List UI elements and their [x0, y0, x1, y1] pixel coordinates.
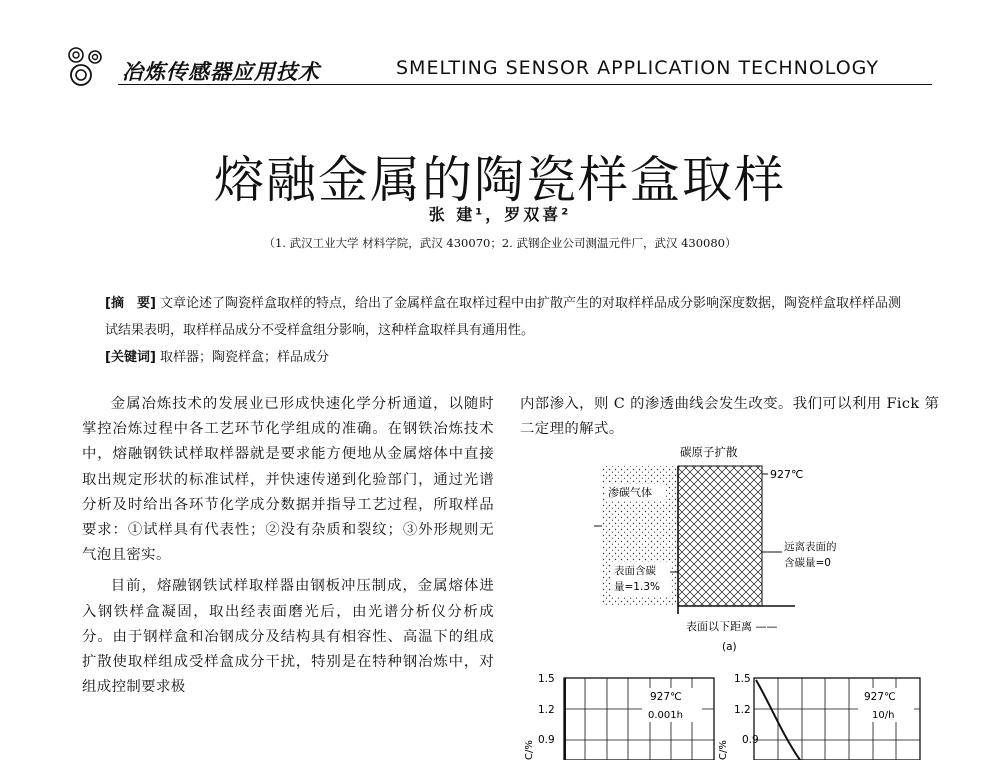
chart-2-ylabel: C/%: [718, 740, 729, 760]
article-affiliations: （1. 武汉工业大学 材料学院，武汉 430070；2. 武钢企业公司测温元件厂，武汉 430080）: [263, 236, 737, 250]
body-right-column: [520, 392, 940, 442]
figure-a-caption: (a): [722, 641, 737, 653]
far-carbon-label-2: 含碳量=0: [784, 557, 831, 569]
chart-1-ytick-1: 1.5: [538, 673, 555, 685]
chart-1-temp: 927℃: [650, 691, 682, 703]
article-authors: 张 建¹，罗双喜²: [428, 205, 572, 224]
figure-b-concentration-charts: [520, 664, 940, 760]
chart-2-ytick-3: 0.9: [742, 734, 759, 746]
chart-1-time: 0.001h: [648, 710, 683, 721]
body-paragraph-2: 目前，熔融钢铁试样取样器由钢板冲压制成，金属熔体进入钢铁样盒凝固，取出经表面磨光后，由光谱分析仪分析成分。由于钢样盒和冶钢成分及结构具有相容性、高温下的组成扩散使取样组成受样盒成分干扰，特别是在特种钢冶炼中，对组成控制要求极: [82, 578, 494, 696]
body-paragraph-1: 金属冶炼技术的发展业已形成快速化学分析通道，以随时掌控冶炼过程中各工艺环节化学组成的准确。在钢铁冶炼技术中，熔融钢铁试样取样器就是要求能方便地从金属熔体中直接取出规定形状的标准试样，并快速传递到化验部门，通过光谱分析及时给出各环节化学成分数据并指导工艺过程，所取样品要求：①试样具有代表性；②没有杂质和裂纹；③外形规则无气泡且密实。: [82, 396, 494, 564]
far-carbon-label-1: 远离表面的: [784, 541, 837, 553]
chart-2: [718, 673, 920, 760]
temp-label: 927℃: [770, 468, 804, 481]
surface-carbon-label-1: 表面含碳: [614, 565, 656, 577]
figure-a-diffusion-diagram: [590, 444, 880, 662]
journal-name-cn: 冶炼传感器应用技术: [122, 60, 320, 84]
chart-1-ylabel: C/%: [524, 740, 535, 760]
figure-a-title: 碳原子扩散: [680, 445, 738, 459]
header-rule: [118, 84, 932, 85]
chart-2-ytick-2: 1.2: [734, 704, 751, 716]
keywords: [105, 344, 905, 371]
chart-2-temp: 927℃: [864, 691, 896, 703]
chart-2-time: 10/h: [872, 710, 895, 721]
abstract-text: 文章论述了陶瓷样盒取样的特点，给出了金属样盒在取样过程中由扩散产生的对取样样品成分影响深度数据，陶瓷样盒取样样品测试结果表明，取样样品成分不受样盒组分影响，这种样盒取样具有通用性。: [105, 296, 902, 338]
chart-1-ytick-2: 1.2: [538, 704, 555, 716]
abstract: [105, 290, 905, 344]
keywords-text: 取样器；陶瓷样盒；样品成分: [155, 350, 330, 365]
journal-logo-icon: [64, 44, 112, 88]
steel-region: [678, 466, 762, 606]
distance-label: 表面以下距离 ——: [686, 620, 778, 633]
chart-1: [524, 673, 714, 760]
chart-1-ytick-3: 0.9: [538, 734, 555, 746]
surface-carbon-label-2: 量=1.3%: [614, 581, 660, 593]
abstract-label: [摘 要]: [105, 296, 156, 311]
abstract-block: [105, 290, 905, 371]
article-title: 熔融金属的陶瓷样盒取样: [214, 151, 786, 209]
journal-name-en: SMELTING SENSOR APPLICATION TECHNOLOGY: [396, 57, 880, 79]
chart-2-ytick-1: 1.5: [734, 673, 751, 685]
keywords-label: [关键词]: [105, 350, 156, 365]
body-paragraph-right-1: 内部渗入，则 C 的渗透曲线会发生改变。我们可以利用 Fick 第二定理的解式。: [520, 396, 940, 438]
body-left-column: [82, 392, 494, 700]
gas-label: 渗碳气体: [608, 486, 652, 499]
